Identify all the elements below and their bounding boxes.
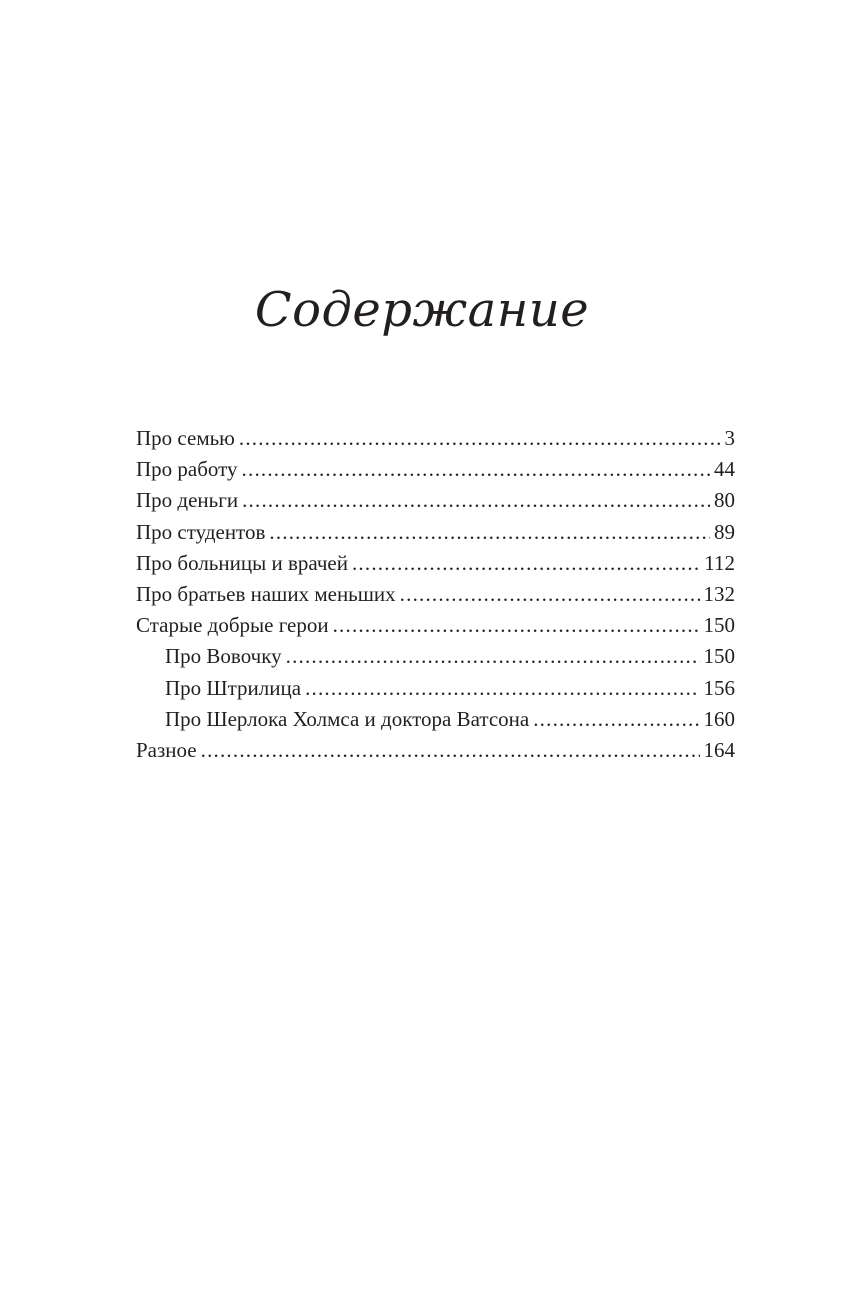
toc-entry-page: 156 (703, 675, 735, 700)
toc-entry[interactable] (136, 423, 735, 454)
toc-leader-dots (286, 641, 700, 672)
toc-entry-label: Про студентов (136, 519, 266, 544)
toc-entry[interactable] (136, 579, 735, 610)
toc-leader-dots (239, 423, 721, 454)
toc-entry-label: Разное (136, 737, 197, 762)
toc-entry-page: 150 (703, 613, 735, 638)
toc-entry-page: 112 (704, 550, 735, 575)
toc-leader-dots (533, 704, 699, 735)
toc-subentry[interactable] (136, 704, 735, 735)
toc-entry-label: Про Штрилица (165, 675, 302, 700)
table-of-contents (136, 423, 735, 766)
toc-entry-page: 44 (714, 457, 735, 482)
toc-leader-dots (333, 610, 700, 641)
page-title: Содержание (254, 282, 590, 338)
toc-leader-dots (269, 517, 710, 548)
toc-leader-dots (242, 454, 710, 485)
toc-entry-label: Про Шерлока Холмса и доктора Ватсона (165, 706, 530, 731)
toc-entry-label: Про Вовочку (165, 644, 282, 669)
toc-subentry[interactable] (136, 641, 735, 672)
toc-leader-dots (352, 548, 700, 579)
toc-entry-page: 160 (703, 706, 735, 731)
toc-entry-page: 150 (703, 644, 735, 669)
toc-entry-label: Про братьев наших меньших (136, 581, 396, 606)
toc-entry-label: Старые добрые герои (136, 613, 329, 638)
toc-entry-label: Про деньги (136, 488, 239, 513)
toc-entry-label: Про больницы и врачей (136, 550, 348, 575)
toc-entry[interactable] (136, 735, 735, 766)
toc-entry[interactable] (136, 517, 735, 548)
toc-entry-page: 80 (714, 488, 735, 513)
toc-entry-label: Про работу (136, 457, 238, 482)
toc-entry[interactable] (136, 485, 735, 516)
toc-entry-page: 89 (714, 519, 735, 544)
toc-entry-page: 132 (703, 581, 735, 606)
toc-leader-dots (305, 673, 699, 704)
toc-entry-label: Про семью (136, 426, 235, 450)
toc-leader-dots (242, 485, 710, 516)
toc-leader-dots (201, 735, 700, 766)
toc-subentry[interactable] (136, 673, 735, 704)
toc-leader-dots (400, 579, 700, 610)
toc-entry[interactable] (136, 454, 735, 485)
toc-entry[interactable] (136, 548, 735, 579)
toc-entry-page: 3 (724, 426, 735, 450)
toc-entry-page: 164 (703, 737, 735, 762)
toc-entry[interactable] (136, 610, 735, 641)
